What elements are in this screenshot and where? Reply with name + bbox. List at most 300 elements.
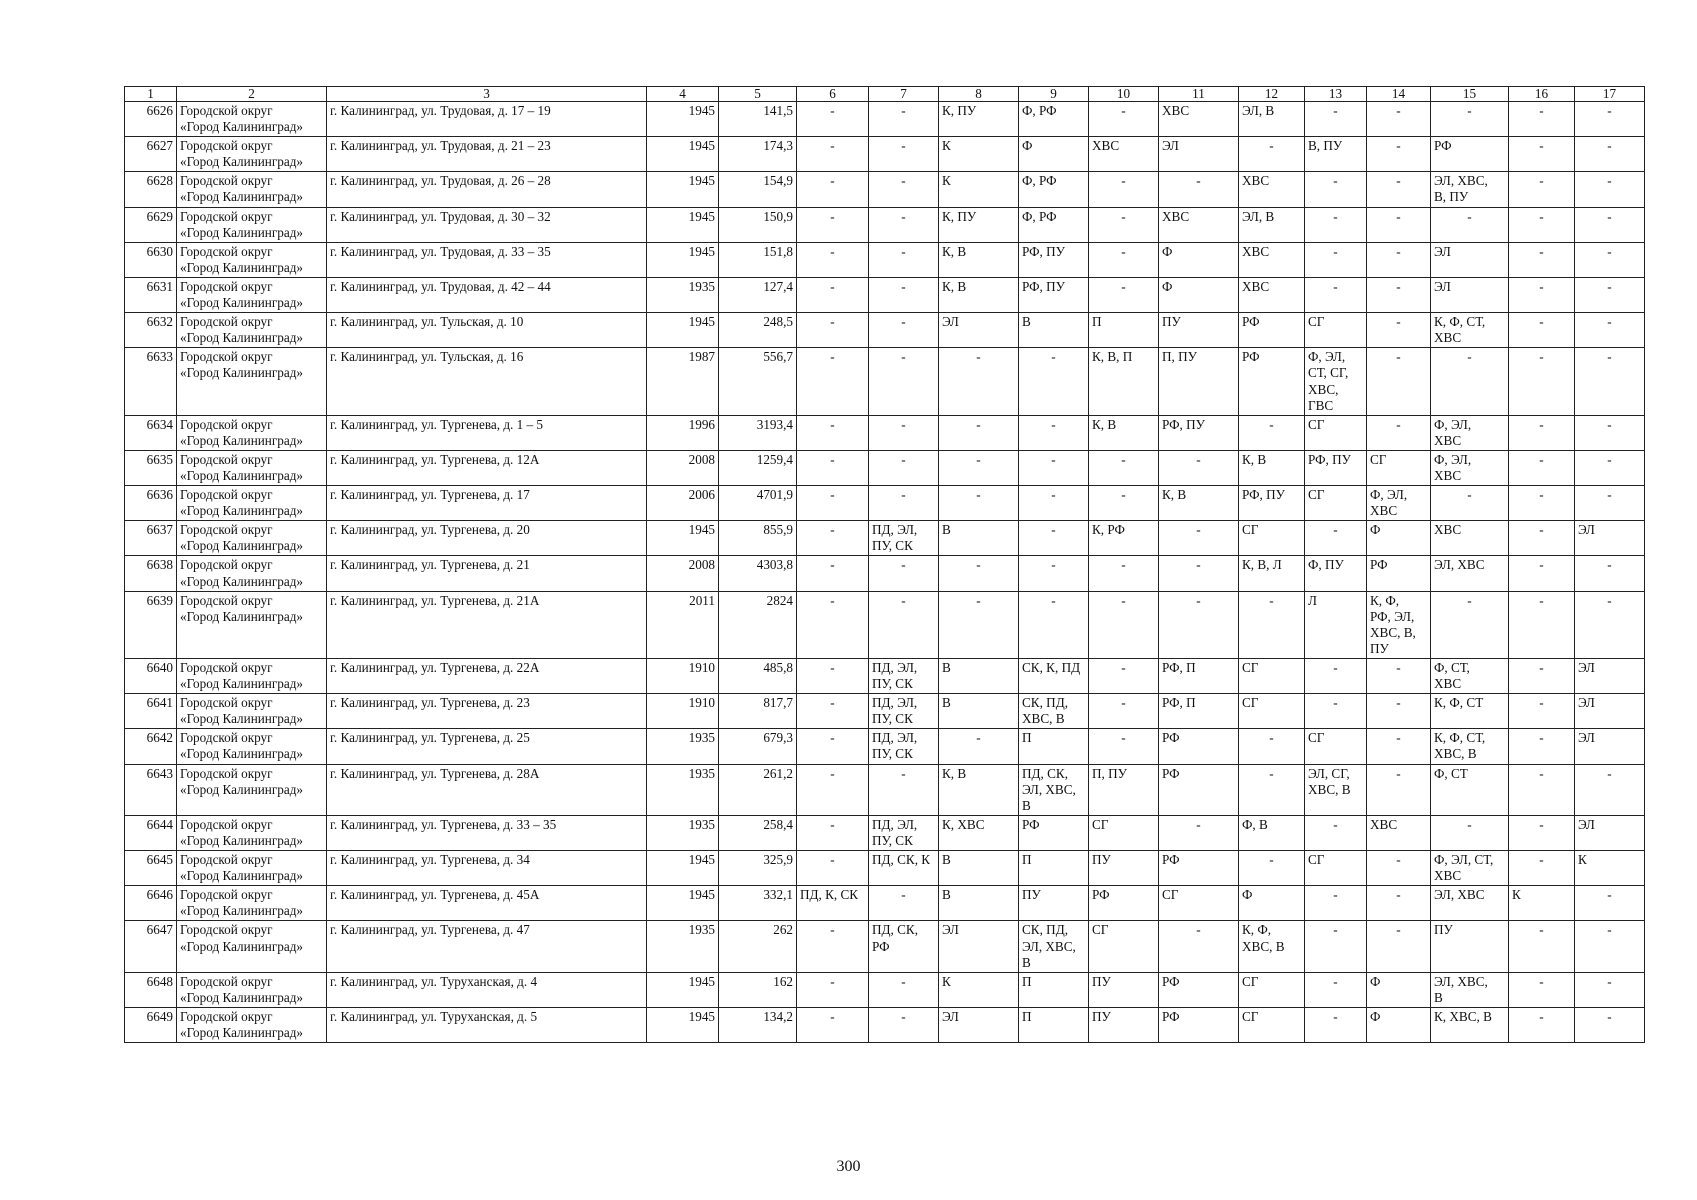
table-cell: ЭЛ, ХВС — [1431, 886, 1509, 921]
table-cell: - — [797, 659, 869, 694]
table-cell: - — [1305, 102, 1367, 137]
table-cell: 150,9 — [719, 207, 797, 242]
table-cell: - — [1019, 486, 1089, 521]
table-cell: СК, ПД, ХВС, В — [1019, 694, 1089, 729]
table-cell: - — [1089, 450, 1159, 485]
table-cell: г. Калининград, ул. Тургенева, д. 34 — [327, 851, 647, 886]
table-cell: К, В, Л — [1239, 556, 1305, 591]
table-cell: Городской округ «Город Калининград» — [177, 172, 327, 207]
table-cell: РФ, ПУ — [1159, 415, 1239, 450]
table-cell: - — [869, 137, 939, 172]
table-cell: ЭЛ — [1575, 521, 1645, 556]
column-header: 17 — [1575, 87, 1645, 102]
table-cell: - — [1159, 521, 1239, 556]
table-cell: 2006 — [647, 486, 719, 521]
table-cell: - — [1509, 764, 1575, 815]
table-cell: - — [1367, 242, 1431, 277]
table-cell: - — [1431, 591, 1509, 658]
table-cell: - — [1575, 102, 1645, 137]
table-cell: 1945 — [647, 851, 719, 886]
table-cell: ПУ — [1089, 1007, 1159, 1042]
table-cell: 325,9 — [719, 851, 797, 886]
column-header: 9 — [1019, 87, 1089, 102]
table-cell: П, ПУ — [1159, 348, 1239, 415]
table-cell: - — [869, 415, 939, 450]
table-cell: ХВС — [1431, 521, 1509, 556]
table-cell: - — [1305, 886, 1367, 921]
table-cell: К, Ф, СТ — [1431, 694, 1509, 729]
column-header: 2 — [177, 87, 327, 102]
table-cell: Городской округ «Город Калининград» — [177, 921, 327, 972]
table-cell: 4701,9 — [719, 486, 797, 521]
table-cell: Городской округ «Город Калининград» — [177, 972, 327, 1007]
table-cell: Ф, ЭЛ, СТ, ХВС — [1431, 851, 1509, 886]
table-cell: ХВС — [1159, 207, 1239, 242]
table-cell: - — [1019, 415, 1089, 450]
table-cell: 2011 — [647, 591, 719, 658]
table-cell: - — [1509, 815, 1575, 850]
table-cell: ЭЛ — [1159, 137, 1239, 172]
table-cell: - — [1019, 348, 1089, 415]
table-row — [125, 815, 1645, 850]
table-cell: 6635 — [125, 450, 177, 485]
table-cell: - — [1431, 348, 1509, 415]
table-cell: СГ — [1367, 450, 1431, 485]
table-cell: - — [1575, 591, 1645, 658]
table-cell: - — [1089, 207, 1159, 242]
table-cell: - — [1575, 556, 1645, 591]
table-cell: Городской округ «Город Калининград» — [177, 591, 327, 658]
table-row — [125, 556, 1645, 591]
table-cell: - — [1089, 486, 1159, 521]
table-cell: Городской округ «Город Калининград» — [177, 277, 327, 312]
table-cell: ЭЛ, В — [1239, 207, 1305, 242]
table-cell: РФ, ПУ — [1019, 242, 1089, 277]
table-cell: РФ — [1431, 137, 1509, 172]
table-cell: - — [1305, 242, 1367, 277]
table-cell: Ф, ЭЛ, ХВС — [1367, 486, 1431, 521]
table-cell: 1945 — [647, 102, 719, 137]
table-cell: К, ПУ — [939, 207, 1019, 242]
table-cell: РФ — [1159, 1007, 1239, 1042]
table-cell: г. Калининград, ул. Трудовая, д. 33 – 35 — [327, 242, 647, 277]
table-cell: - — [797, 242, 869, 277]
table-cell: 6643 — [125, 764, 177, 815]
table-cell: - — [1305, 659, 1367, 694]
table-cell: - — [1575, 886, 1645, 921]
table-cell: 1910 — [647, 694, 719, 729]
table-cell: 1910 — [647, 659, 719, 694]
table-cell: г. Калининград, ул. Тургенева, д. 12А — [327, 450, 647, 485]
table-cell: ПУ — [1159, 313, 1239, 348]
table-cell: Городской округ «Город Калининград» — [177, 102, 327, 137]
table-cell: - — [1239, 137, 1305, 172]
table-cell: К — [939, 137, 1019, 172]
table-cell: СК, К, ПД — [1019, 659, 1089, 694]
table-cell: РФ — [1367, 556, 1431, 591]
column-header: 7 — [869, 87, 939, 102]
table-cell: - — [1305, 207, 1367, 242]
table-cell: П — [1019, 851, 1089, 886]
table-cell: ЭЛ, ХВС — [1431, 556, 1509, 591]
table-cell: ПД, ЭЛ, ПУ, СК — [869, 694, 939, 729]
table-row — [125, 277, 1645, 312]
table-cell: - — [1509, 694, 1575, 729]
table-cell: П — [1019, 972, 1089, 1007]
table-body — [125, 102, 1645, 1043]
table-cell: К, В — [939, 764, 1019, 815]
table-cell: 1945 — [647, 972, 719, 1007]
table-cell: - — [1239, 415, 1305, 450]
table-cell: - — [1367, 313, 1431, 348]
page-number: 300 — [836, 1158, 861, 1175]
table-cell: Городской округ «Город Калининград» — [177, 486, 327, 521]
table-cell: - — [1089, 172, 1159, 207]
table-cell: - — [1305, 921, 1367, 972]
table-cell: 4303,8 — [719, 556, 797, 591]
table-cell: - — [1019, 556, 1089, 591]
column-header: 14 — [1367, 87, 1431, 102]
table-cell: 248,5 — [719, 313, 797, 348]
table-cell: - — [1159, 815, 1239, 850]
table-row — [125, 313, 1645, 348]
table-cell: 174,3 — [719, 137, 797, 172]
column-header: 4 — [647, 87, 719, 102]
table-cell: Городской округ «Город Калининград» — [177, 415, 327, 450]
table-cell: СГ — [1305, 313, 1367, 348]
table-cell: 1945 — [647, 521, 719, 556]
table-cell: - — [797, 764, 869, 815]
table-cell: - — [797, 415, 869, 450]
table-cell: - — [1089, 694, 1159, 729]
table-cell: К, В — [1089, 415, 1159, 450]
table-cell: РФ, ПУ — [1305, 450, 1367, 485]
table-row — [125, 348, 1645, 415]
table-cell: - — [1305, 1007, 1367, 1042]
table-cell: г. Калининград, ул. Трудовая, д. 21 – 23 — [327, 137, 647, 172]
table-cell: СГ — [1239, 521, 1305, 556]
table-cell: СГ — [1239, 972, 1305, 1007]
table-cell: Городской округ «Город Калининград» — [177, 729, 327, 764]
table-cell: - — [1509, 921, 1575, 972]
table-cell: - — [797, 591, 869, 658]
table-cell: - — [1575, 207, 1645, 242]
table-row — [125, 242, 1645, 277]
table-cell: ЭЛ — [939, 1007, 1019, 1042]
table-cell: Ф, ЭЛ, СТ, СГ, ХВС, ГВС — [1305, 348, 1367, 415]
table-cell: ЭЛ — [1575, 815, 1645, 850]
table-row — [125, 764, 1645, 815]
table-cell: - — [1019, 450, 1089, 485]
table-cell: 817,7 — [719, 694, 797, 729]
table-cell: Городской округ «Город Калининград» — [177, 659, 327, 694]
table-cell: 261,2 — [719, 764, 797, 815]
table-cell: 141,5 — [719, 102, 797, 137]
table-cell: 134,2 — [719, 1007, 797, 1042]
table-cell: 1935 — [647, 921, 719, 972]
table-cell: - — [797, 1007, 869, 1042]
table-cell: В — [939, 521, 1019, 556]
table-cell: - — [869, 313, 939, 348]
table-cell: К, Ф, РФ, ЭЛ, ХВС, В, ПУ — [1367, 591, 1431, 658]
table-cell: 6632 — [125, 313, 177, 348]
table-cell: ПД, ЭЛ, ПУ, СК — [869, 659, 939, 694]
column-header: 6 — [797, 87, 869, 102]
table-cell: - — [797, 521, 869, 556]
table-cell: К, Ф, ХВС, В — [1239, 921, 1305, 972]
table-cell: В — [939, 851, 1019, 886]
table-cell: г. Калининград, ул. Тургенева, д. 28А — [327, 764, 647, 815]
table-row — [125, 450, 1645, 485]
table-cell: - — [1509, 313, 1575, 348]
table-row — [125, 415, 1645, 450]
table-cell: 556,7 — [719, 348, 797, 415]
table-cell: г. Калининград, ул. Тургенева, д. 22А — [327, 659, 647, 694]
table-cell: - — [1509, 851, 1575, 886]
table-cell: г. Калининград, ул. Туруханская, д. 4 — [327, 972, 647, 1007]
table-cell: - — [1305, 972, 1367, 1007]
table-cell: - — [1431, 207, 1509, 242]
table-cell: К, ХВС — [939, 815, 1019, 850]
table-cell: - — [797, 694, 869, 729]
table-cell: СГ — [1305, 851, 1367, 886]
table-cell: - — [869, 972, 939, 1007]
table-cell: - — [869, 556, 939, 591]
table-cell: П — [1019, 729, 1089, 764]
table-cell: - — [797, 277, 869, 312]
table-cell: 6648 — [125, 972, 177, 1007]
table-cell: РФ — [1239, 348, 1305, 415]
table-cell: - — [1159, 921, 1239, 972]
table-row — [125, 659, 1645, 694]
table-cell: - — [797, 172, 869, 207]
table-cell: 855,9 — [719, 521, 797, 556]
table-cell: - — [797, 313, 869, 348]
table-cell: г. Калининград, ул. Тульская, д. 10 — [327, 313, 647, 348]
table-cell: РФ — [1159, 729, 1239, 764]
table-cell: - — [1089, 659, 1159, 694]
table-cell: ПУ — [1089, 851, 1159, 886]
table-cell: 6631 — [125, 277, 177, 312]
table-cell: - — [1509, 729, 1575, 764]
table-cell: г. Калининград, ул. Тургенева, д. 23 — [327, 694, 647, 729]
table-cell: Ф, ЭЛ, ХВС — [1431, 450, 1509, 485]
table-cell: Ф — [1367, 972, 1431, 1007]
table-cell: - — [797, 102, 869, 137]
table-cell: - — [1509, 1007, 1575, 1042]
table-cell: - — [797, 851, 869, 886]
table-cell: 258,4 — [719, 815, 797, 850]
table-cell: - — [869, 207, 939, 242]
table-cell: - — [1431, 486, 1509, 521]
register-table — [124, 86, 1645, 1043]
table-cell: Городской округ «Город Калининград» — [177, 521, 327, 556]
table-cell: Ф, РФ — [1019, 207, 1089, 242]
table-cell: г. Калининград, ул. Тургенева, д. 33 – 35 — [327, 815, 647, 850]
table-cell: - — [1575, 764, 1645, 815]
table-cell: - — [1159, 450, 1239, 485]
table-cell: - — [1305, 815, 1367, 850]
table-cell: - — [1159, 591, 1239, 658]
table-cell: г. Калининград, ул. Трудовая, д. 17 – 19 — [327, 102, 647, 137]
table-cell: В, ПУ — [1305, 137, 1367, 172]
table-row — [125, 521, 1645, 556]
table-cell: ПУ — [1431, 921, 1509, 972]
column-header: 1 — [125, 87, 177, 102]
table-cell: - — [1431, 815, 1509, 850]
table-cell: - — [1089, 729, 1159, 764]
table-cell: г. Калининград, ул. Тургенева, д. 20 — [327, 521, 647, 556]
table-cell: К, ХВС, В — [1431, 1007, 1509, 1042]
table-row — [125, 851, 1645, 886]
table-cell: 127,4 — [719, 277, 797, 312]
table-cell: - — [1575, 277, 1645, 312]
table-cell: ПУ — [1089, 972, 1159, 1007]
table-cell: - — [1575, 313, 1645, 348]
table-row — [125, 694, 1645, 729]
table-cell: г. Калининград, ул. Тургенева, д. 17 — [327, 486, 647, 521]
table-cell: 6646 — [125, 886, 177, 921]
table-cell: - — [1367, 851, 1431, 886]
table-cell: 1945 — [647, 242, 719, 277]
table-cell: - — [1367, 764, 1431, 815]
table-cell: - — [1367, 415, 1431, 450]
table-cell: К — [1509, 886, 1575, 921]
table-cell: ПД, СК, РФ — [869, 921, 939, 972]
table-cell: - — [1509, 521, 1575, 556]
table-cell: ЭЛ — [1575, 694, 1645, 729]
table-cell: 1996 — [647, 415, 719, 450]
table-cell: - — [1509, 659, 1575, 694]
table-cell: - — [1367, 172, 1431, 207]
table-cell: СГ — [1239, 659, 1305, 694]
table-cell: ЭЛ — [939, 921, 1019, 972]
table-cell: ПУ — [1019, 886, 1089, 921]
table-cell: РФ — [1239, 313, 1305, 348]
table-cell: Городской округ «Город Калининград» — [177, 694, 327, 729]
table-cell: - — [1305, 521, 1367, 556]
table-cell: - — [869, 886, 939, 921]
table-cell: г. Калининград, ул. Трудовая, д. 42 – 44 — [327, 277, 647, 312]
table-cell: 1935 — [647, 764, 719, 815]
table-cell: - — [1575, 137, 1645, 172]
table-cell: - — [1575, 172, 1645, 207]
table-cell: - — [1367, 207, 1431, 242]
table-cell: К, В — [939, 277, 1019, 312]
table-cell: - — [1367, 921, 1431, 972]
table-cell: РФ, ПУ — [1019, 277, 1089, 312]
table-cell: ПД, К, СК — [797, 886, 869, 921]
table-cell: РФ, ПУ — [1239, 486, 1305, 521]
table-cell: - — [1367, 137, 1431, 172]
table-cell: 154,9 — [719, 172, 797, 207]
table-cell: 679,3 — [719, 729, 797, 764]
table-cell: СГ — [1305, 486, 1367, 521]
table-cell: Ф — [1159, 277, 1239, 312]
table-cell: - — [1575, 921, 1645, 972]
table-cell: 6630 — [125, 242, 177, 277]
table-cell: - — [1239, 591, 1305, 658]
table-cell: - — [1509, 591, 1575, 658]
table-cell: - — [869, 242, 939, 277]
table-cell: ПД, ЭЛ, ПУ, СК — [869, 729, 939, 764]
table-cell: Городской округ «Город Калининград» — [177, 242, 327, 277]
table-cell: - — [797, 921, 869, 972]
table-cell: ПД, СК, ЭЛ, ХВС, В — [1019, 764, 1089, 815]
table-cell: К, В — [939, 242, 1019, 277]
table-header-row — [125, 87, 1645, 102]
table-row — [125, 1007, 1645, 1042]
table-cell: г. Калининград, ул. Тургенева, д. 45А — [327, 886, 647, 921]
table-cell: - — [1089, 556, 1159, 591]
table-cell: Городской округ «Город Калининград» — [177, 815, 327, 850]
table-cell: - — [797, 207, 869, 242]
table-cell: В — [1019, 313, 1089, 348]
table-cell: Городской округ «Город Калининград» — [177, 207, 327, 242]
table-cell: - — [797, 348, 869, 415]
table-cell: - — [869, 172, 939, 207]
table-cell: 6641 — [125, 694, 177, 729]
column-header: 12 — [1239, 87, 1305, 102]
table-cell: Л — [1305, 591, 1367, 658]
table-cell: - — [1019, 591, 1089, 658]
table-cell: - — [1159, 556, 1239, 591]
table-cell: - — [1509, 348, 1575, 415]
table-cell: 6642 — [125, 729, 177, 764]
table-cell: К — [1575, 851, 1645, 886]
table-cell: 1945 — [647, 207, 719, 242]
table-cell: г. Калининград, ул. Тургенева, д. 47 — [327, 921, 647, 972]
table-cell: СГ — [1305, 415, 1367, 450]
table-row — [125, 102, 1645, 137]
table-cell: СГ — [1239, 694, 1305, 729]
table-cell: 6628 — [125, 172, 177, 207]
table-cell: РФ — [1159, 851, 1239, 886]
table-cell: Городской округ «Город Калининград» — [177, 1007, 327, 1042]
table-cell: СГ — [1239, 1007, 1305, 1042]
table-cell: Ф — [1159, 242, 1239, 277]
table-cell: - — [939, 415, 1019, 450]
table-cell: 262 — [719, 921, 797, 972]
table-cell: 1945 — [647, 886, 719, 921]
table-cell: - — [797, 972, 869, 1007]
table-cell: ПД, ЭЛ, ПУ, СК — [869, 815, 939, 850]
table-cell: 6647 — [125, 921, 177, 972]
table-cell: Ф, РФ — [1019, 172, 1089, 207]
column-header: 5 — [719, 87, 797, 102]
table-cell: - — [1575, 1007, 1645, 1042]
table-cell: ЭЛ — [1431, 242, 1509, 277]
column-header: 11 — [1159, 87, 1239, 102]
table-cell: ЭЛ — [1431, 277, 1509, 312]
table-cell: - — [869, 277, 939, 312]
table-cell: 6639 — [125, 591, 177, 658]
table-row — [125, 137, 1645, 172]
table-cell: 1935 — [647, 815, 719, 850]
table-cell: г. Калининград, ул. Тульская, д. 16 — [327, 348, 647, 415]
table-cell: - — [1575, 348, 1645, 415]
table-cell: ХВС — [1239, 172, 1305, 207]
table-row — [125, 886, 1645, 921]
table-cell: РФ, П — [1159, 694, 1239, 729]
table-cell: - — [1019, 521, 1089, 556]
table-cell: - — [939, 729, 1019, 764]
table-row — [125, 172, 1645, 207]
table-cell: - — [1509, 486, 1575, 521]
table-cell: Городской округ «Город Калининград» — [177, 556, 327, 591]
table-cell: - — [797, 556, 869, 591]
table-cell: Ф, В — [1239, 815, 1305, 850]
